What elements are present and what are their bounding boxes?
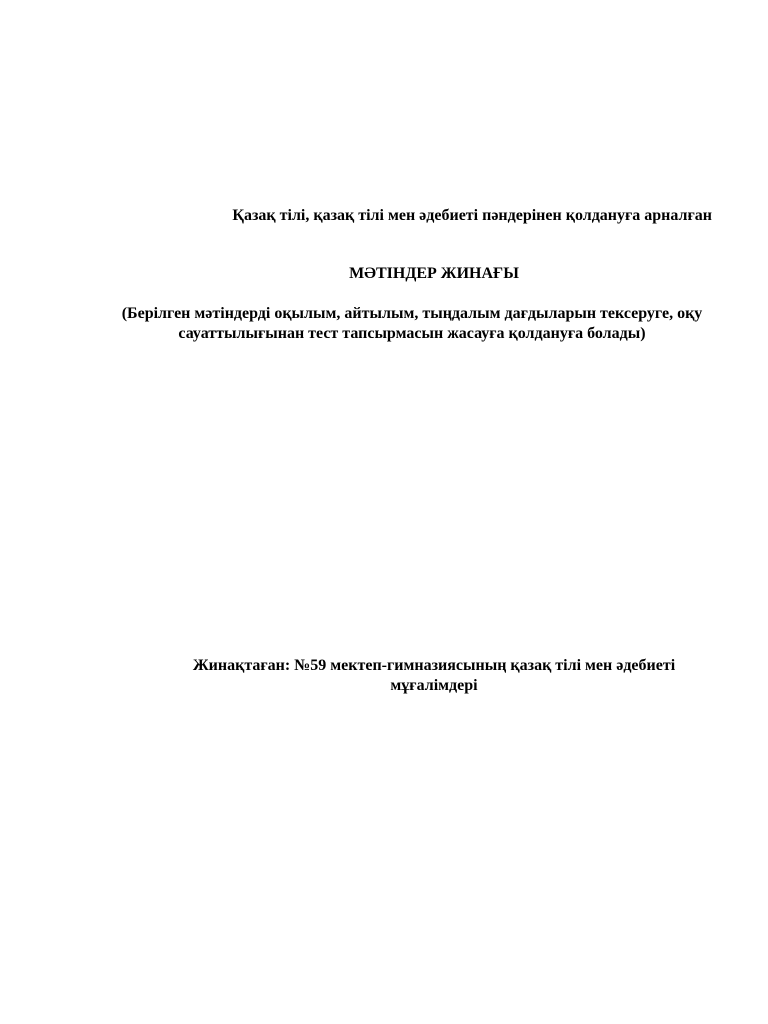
document-description: (Берілген мәтіндерді оқылым, айтылым, тыңдалым дағдыларын тексеруге, оқу сауаттылығынан тест тапсырмасын жасауға қолдануға болады) bbox=[121, 305, 703, 342]
compiler-credit: Жинақтаған: №59 мектеп-гимназиясының қазақ тілі мен әдебиеті мұғалімдері bbox=[192, 657, 676, 694]
subject-line: Қазақ тілі, қазақ тілі мен әдебиеті пәндерінен қолдануға арналған bbox=[232, 207, 712, 224]
document-title: МӘТІНДЕР ЖИНАҒЫ bbox=[349, 265, 519, 282]
